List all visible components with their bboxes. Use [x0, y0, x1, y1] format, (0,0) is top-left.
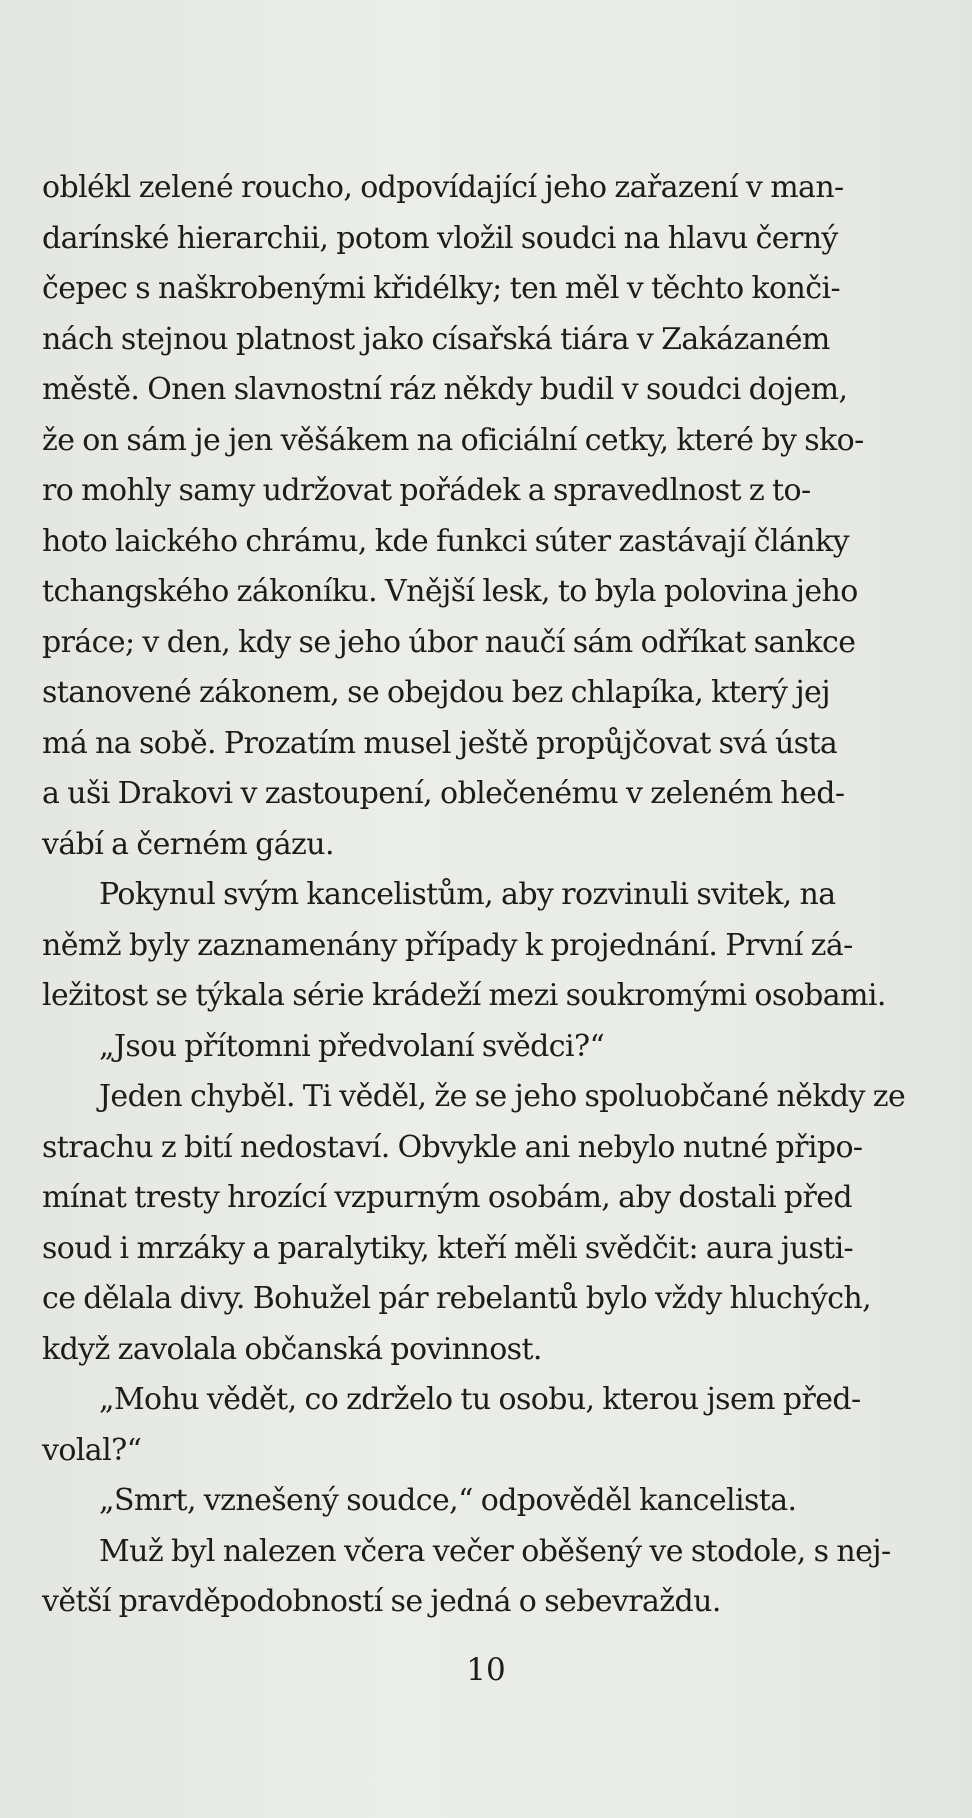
text-line: „Jsou přítomni předvolaní svědci?“: [99, 1028, 605, 1064]
text-line: větší pravděpodobností se jedná o sebevraždu.: [42, 1584, 721, 1619]
text-line: „Smrt, vznešený soudce,“ odpověděl kancelista.: [99, 1483, 797, 1518]
text-line: městě. Onen slavnostní ráz někdy budil v soudci dojem,: [42, 372, 848, 407]
text-line: práce; v den, kdy se jeho úbor naučí sám odříkat sankce: [42, 624, 856, 660]
text-line: a uši Drakovi v zastoupení, oblečenému v zeleném hed-: [42, 776, 845, 811]
text-line: tchangského zákoníku. Vnější lesk, to byla polovina jeho: [42, 574, 858, 609]
text-line: Muž byl nalezen včera večer oběšený ve stodole, s nej-: [99, 1533, 891, 1569]
text-line: Pokynul svým kancelistům, aby rozvinuli svitek, na: [99, 877, 836, 912]
text-line: hoto laického chrámu, kde funkci súter zastávají články: [42, 523, 849, 559]
text-line: ce dělala divy. Bohužel pár rebelantů bylo vždy hluchých,: [42, 1281, 872, 1316]
text-line: „Mohu vědět, co zdrželo tu osobu, kterou jsem před-: [99, 1382, 861, 1417]
text-line: čepec s naškrobenými křidélky; ten měl v těchto konči-: [42, 271, 840, 306]
text-line: vábí a černém gázu.: [42, 826, 334, 862]
text-line: darínské hierarchii, potom vložil soudci na hlavu černý: [42, 220, 838, 256]
text-line: ro mohly samy udržovat pořádek a spravedlnost z to-: [42, 473, 811, 508]
text-line: strachu z bití nedostaví. Obvykle ani nebylo nutné připo-: [42, 1129, 863, 1165]
page-number: 10: [466, 1652, 506, 1688]
text-line: má na sobě. Prozatím musel ještě propůjčovat svá ústa: [42, 725, 838, 761]
text-line: když zavolala občanská povinnost.: [42, 1331, 542, 1367]
text-line: volal?“: [42, 1432, 142, 1468]
text-line: Jeden chyběl. Ti věděl, že se jeho spoluobčané někdy ze: [99, 1079, 906, 1114]
text-line: mínat tresty hrozící vzpurným osobám, aby dostali před: [42, 1180, 852, 1215]
text-line: ležitost se týkala série krádeží mezi soukromými osobami.: [42, 978, 886, 1013]
text-line: oblékl zelené roucho, odpovídající jeho zařazení v man-: [42, 170, 844, 205]
body-text: [42, 163, 942, 1628]
text-line: soud i mrzáky a paralytiky, kteří měli svědčit: aura justi-: [42, 1230, 854, 1266]
text-line: nách stejnou platnost jako císařská tiára v Zakázaném: [42, 321, 830, 357]
text-line: stanovené zákonem, se obejdou bez chlapíka, který jej: [42, 675, 830, 710]
text-line: že on sám je jen věšákem na oficiální cetky, které by sko-: [42, 422, 864, 458]
text-line: němž byly zaznamenány případy k projednání. První zá-: [42, 927, 853, 963]
